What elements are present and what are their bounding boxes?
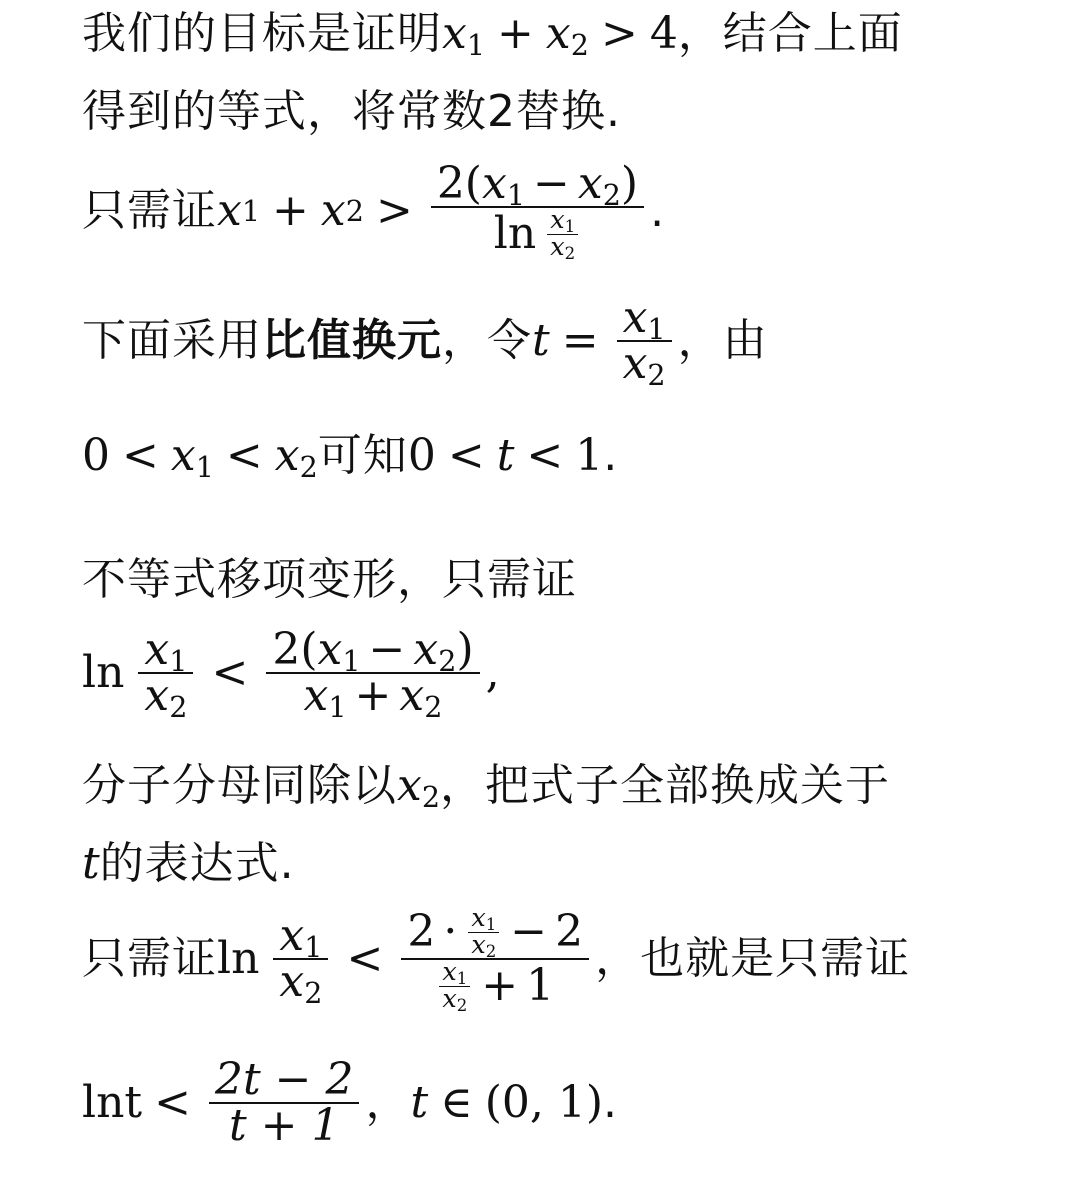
line-1 bbox=[82, 8, 903, 63]
text-let: ，令 bbox=[442, 315, 532, 366]
fraction-x1-over-x2-small: $\frac{x_1}{x_2}$ bbox=[468, 906, 499, 958]
comma-1: , bbox=[485, 647, 500, 698]
line-4 bbox=[82, 292, 768, 393]
fraction-x1-over-x2: $\frac{x_1}{x_2}$ bbox=[273, 914, 328, 1004]
text-need-prove-1: 只需证 bbox=[82, 185, 217, 237]
formula-x2: $x_2$ bbox=[397, 760, 441, 815]
text-from: ，由 bbox=[677, 315, 768, 366]
line-9 bbox=[82, 838, 295, 889]
fraction-x1-over-x2: $\frac{x_1}{x_2}$ bbox=[617, 296, 672, 386]
line-2 bbox=[82, 86, 621, 137]
text-can-know: 可知 bbox=[317, 430, 408, 481]
period-1: . bbox=[650, 186, 666, 238]
formula-t: t bbox=[82, 838, 100, 889]
line-10 bbox=[82, 903, 911, 1015]
text-divide-by: 分子分母同除以 bbox=[82, 760, 397, 811]
fraction-2t-minus-2-over-t-plus-1: $\frac{2t - 2}{t + 1}$ bbox=[209, 1058, 360, 1148]
line-7 bbox=[82, 624, 500, 725]
text-need-prove-2: 只需证 bbox=[82, 933, 217, 985]
formula-x-order: $0 < x_1 < x_2$ bbox=[82, 430, 318, 485]
line-3 bbox=[82, 158, 666, 263]
comma-2: ， bbox=[365, 1077, 411, 1128]
text-goal: 我们的目标是证明 bbox=[82, 8, 442, 59]
line-5 bbox=[82, 430, 619, 485]
line-6 bbox=[82, 554, 577, 605]
text-rearrange: 不等式移项变形，只需证 bbox=[82, 554, 577, 605]
fraction-x1-over-x2: $\frac{x_1}{x_2}$ bbox=[547, 208, 578, 260]
fraction-x1-over-x2: $\frac{x_1}{x_2}$ bbox=[138, 628, 193, 718]
text-convert-to: ，把式子全部换成关于 bbox=[440, 760, 891, 811]
text-below-use: 下面采用 bbox=[82, 315, 262, 366]
formula-t-range: 0 < t < 1 bbox=[407, 430, 604, 481]
line-8 bbox=[82, 760, 891, 815]
fraction-x1-over-x2-small: $\frac{x_1}{x_2}$ bbox=[439, 960, 470, 1012]
period-2: . bbox=[603, 430, 619, 481]
formula-ln-ratio-lt: ln $\frac{x_1}{x_2}$ < $\frac{2(x_1 - x_2)}{x_1 + x_2}$ bbox=[82, 628, 486, 718]
formula-t-in-interval: t ∈ (0, 1) bbox=[410, 1077, 604, 1128]
formula-final: lnt < $\frac{2t - 2}{t + 1}$ bbox=[82, 1058, 365, 1148]
text-that-is: ，也就是只需证 bbox=[595, 933, 911, 985]
fraction-nested: 2 · $\frac{x_1}{x_2}$ − 2 $\frac{x_1}{x_2}$ + 1 bbox=[401, 906, 589, 1012]
line-11 bbox=[82, 1054, 619, 1151]
formula-sum-gt-log-mean: x 1 + x 2 > $2(x_1 - x_2)$ ln $\frac{x_1}{x_2}$ bbox=[217, 162, 650, 260]
formula-t-def: t = $\frac{x_1}{x_2}$ bbox=[532, 296, 678, 386]
fraction-2diff-over-ln-ratio: $2(x_1 - x_2)$ ln $\frac{x_1}{x_2}$ bbox=[431, 162, 644, 260]
text-expression-of: 的表达式. bbox=[99, 838, 295, 889]
fraction-2diff-over-sum: $\frac{2(x_1 - x_2)}{x_1 + x_2}$ bbox=[266, 628, 479, 718]
text-combine: ，结合上面 bbox=[677, 8, 903, 59]
period-3: . bbox=[603, 1077, 619, 1128]
formula-ln-ratio-lt-substituted: ln $\frac{x_1}{x_2}$ < 2 · $\frac{x_1}{x_2}$ − 2 $\frac{x_1}{x_2}$ + 1 bbox=[217, 906, 595, 1012]
text-ratio-substitution: 比值换元 bbox=[262, 315, 442, 366]
formula-x1-plus-x2-gt-4: $x_1 + x_2 > 4$ bbox=[442, 8, 678, 63]
text-replace-constant: 得到的等式，将常数2替换. bbox=[82, 86, 621, 137]
